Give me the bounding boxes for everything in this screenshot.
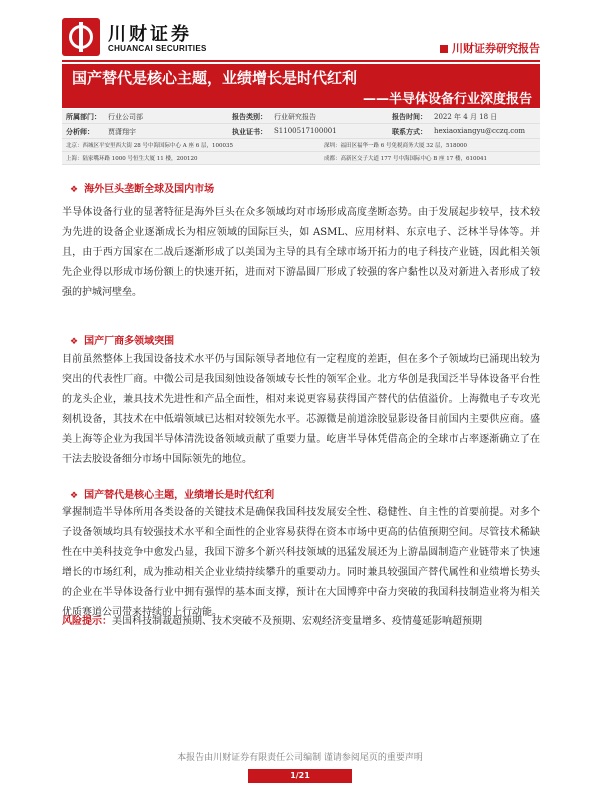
logo-bar-icon — [79, 22, 83, 52]
section-body: 半导体设备行业的显著特征是海外巨头在众多领域均对市场形成高度垄断态势。由于发展起步较早，技术较为先进的设备企业逐渐成长为相应领域的国际巨头，如 ASML、应用材料、东京电子、泛林半导体等。并且，由于西方国家在二战后逐渐形成了以美国为主导的具有全球市场开拓力的电子科技产业链，因此相关领先企业得以形成市场份额上的快速开拓，进而对下游晶圆厂形成了较强的客户黏性以及对新进入者形成了较强的护城河壁垒。 — [62, 207, 540, 298]
address-shenzhen: 深圳：福田区福华一路 6 号免税商务大厦 32 层，518000 — [324, 143, 467, 149]
diamond-bullet-icon: ❖ — [70, 491, 79, 501]
info-row — [62, 109, 540, 124]
address-row — [62, 139, 540, 152]
square-icon — [440, 45, 448, 53]
address-shanghai: 上海：陆家嘴环路 1000 号恒生大厦 11 楼，200120 — [66, 156, 198, 162]
report-info-table — [62, 109, 540, 165]
section-heading — [70, 332, 174, 347]
company-logo — [62, 18, 100, 56]
logo-name-cn: 川财证券 — [108, 24, 192, 45]
section-body: 掌握制造半导体所用各类设备的关键技术是确保我国科技发展安全性、稳健性、自主性的首要前提。对多个子设备领域均具有较强技术水平和全面性的企业容易获得在资本市场中更高的估值预期空间。尽管技术稀缺性在中美科技竞争中愈发凸显，我国下游多个新兴科技领域的迅猛发展还为上游晶圆制造产业链带来了快速增长的市场红利，成为推动相关企业业绩持续攀升的重要动力。同时兼具较强国产替代属性和业绩增长势头的企业在半导体设备行业中拥有强悍的基本面支撑，预计在大国博弈中奋力突破的我国科技制造业将为相关优质赛道公司带来持续的上行动能。 — [62, 507, 540, 618]
section-body: 目前虽然整体上我国设备技术水平仍与国际领导者地位有一定程度的差距，但在多个子领域均已涌现出较为突出的代表性厂商。中微公司是我国刻蚀设备领域专长性的领军企业。北方华创是我国泛半导体设备平台性的龙头企业，兼具技术先进性和产品全面性，相对来说更容易获得国产替代的估值溢价。上海微电子专攻光刻机设备，其技术在中低端领域已达相对较领先水平。芯源微是前道涂胶显影设备目前国内主要供应商。盛美上海等企业为我国半导体清洗设备领域贡献了重要力量。屹唐半导体凭借高企的全球市占率逐渐确立了在干法去胶设备细分市场中国际领先的地位。 — [62, 354, 540, 465]
page-number: 1/21 — [248, 769, 352, 783]
address-row — [62, 152, 540, 165]
diamond-bullet-icon: ❖ — [70, 185, 79, 195]
contact-label: 联系方式： — [392, 128, 427, 136]
section-heading — [70, 486, 274, 501]
info-row — [62, 124, 540, 139]
industry-value: 行业公司部 — [108, 113, 143, 121]
section-heading-text: 国产厂商多领域突围 — [84, 336, 175, 347]
brand-tag-text: 川财证券研究报告 — [452, 42, 540, 55]
analyst-label: 分析师： — [66, 128, 94, 136]
address-beijing: 北京：西城区平安里西大街 28 号中海国际中心 A 座 6 层，100035 — [66, 143, 233, 149]
date-value: 2022 年 4 月 18 日 — [434, 113, 498, 121]
risk-label: 风险提示： — [62, 616, 112, 627]
cert-value: S1100517100001 — [274, 127, 337, 135]
report-type-value: 行业研究报告 — [274, 113, 316, 121]
section-heading-text: 海外巨头垄断全球及国内市场 — [84, 184, 215, 195]
risk-text: 美国科技制裁超预期、技术突破不及预期、宏观经济变量增多、疫情蔓延影响超预期 — [112, 616, 482, 627]
date-label: 报告时间： — [392, 113, 427, 121]
header-divider — [62, 60, 540, 62]
report-subtitle: ——半导体设备行业深度报告 — [362, 92, 532, 107]
section-heading — [70, 180, 214, 195]
report-title: 国产替代是核心主题，业绩增长是时代红利 — [72, 69, 358, 87]
section-heading-text: 国产替代是核心主题，业绩增长是时代红利 — [84, 490, 275, 501]
industry-label: 所属部门： — [66, 113, 101, 121]
risk-warning — [62, 612, 540, 632]
cert-label: 执业证书： — [232, 128, 267, 136]
brand-tag — [440, 40, 540, 56]
title-banner — [62, 64, 540, 108]
logo-name-en: CHUANCAI SECURITIES — [108, 44, 207, 53]
address-chengdu: 成都：高新区交子大道 177 号中海国际中心 B 座 17 楼，610041 — [324, 156, 488, 162]
report-type-label: 报告类别： — [232, 113, 267, 121]
analyst-value: 贾潇翔宇 — [108, 128, 136, 136]
footer-disclaimer: 本报告由川财证券有限责任公司编制 谨请参阅尾页的重要声明 — [177, 753, 423, 763]
contact-value[interactable]: hexiaoxiangyu@cczq.com — [434, 127, 526, 135]
diamond-bullet-icon: ❖ — [70, 337, 79, 347]
